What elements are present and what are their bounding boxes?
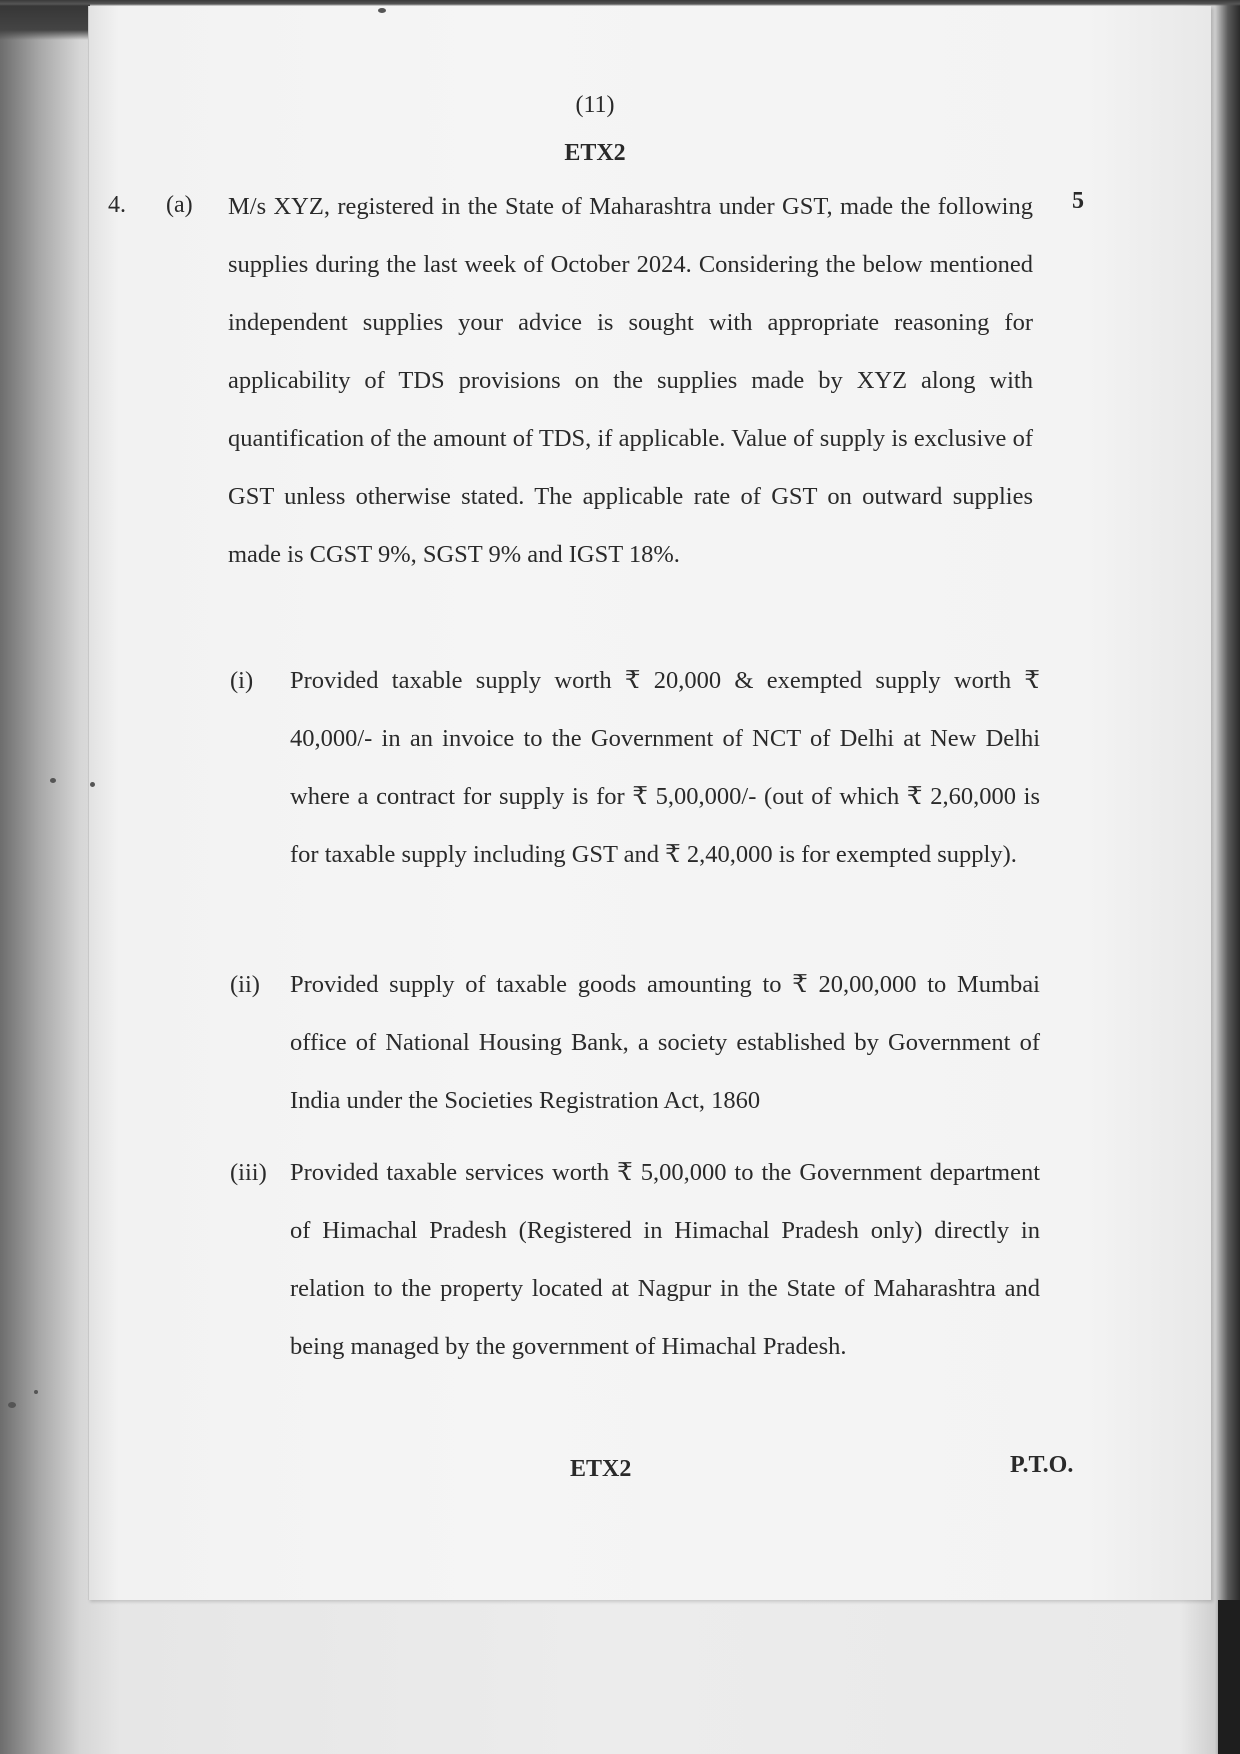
scan-corner-shadow	[0, 0, 90, 40]
question-part-label: (a)	[166, 192, 193, 218]
scan-right-edge	[1218, 1600, 1240, 1754]
scan-speck	[90, 782, 95, 787]
item-text: Provided supply of taxable goods amounting to ₹ 20,00,000 to Mumbai office of National Housing Bank, a society established by Government of India under the Societies Registration Act, 1860	[290, 971, 1040, 1114]
item-label: (ii)	[230, 971, 260, 998]
paper-code-header: ETX2	[564, 140, 626, 166]
scan-speck	[8, 1402, 16, 1408]
question-intro: M/s XYZ, registered in the State of Maharashtra under GST, made the following supplies during the last week of October 2024. Considering the below mentioned independent supplies your advice is sought with appropriate reasoning for applicability of TDS provisions on the supplies made by XYZ along with quantification of the amount of TDS, if applicable. Value of supply is exclusive of GST unless otherwise stated. The applicable rate of GST on outward supplies made is CGST 9%, SGST 9% and IGST 18%.	[228, 193, 1033, 568]
question-marks: 5	[1072, 188, 1084, 214]
pto-label: P.T.O.	[1010, 1452, 1074, 1478]
item-label: (i)	[230, 667, 254, 694]
item-label: (iii)	[230, 1159, 267, 1186]
scan-speck	[378, 8, 386, 13]
question-number: 4.	[108, 192, 126, 218]
page-number: (11)	[575, 92, 615, 118]
item-text: Provided taxable supply worth ₹ 20,000 & exempted supply worth ₹ 40,000/- in an invoice to the Government of NCT of Delhi at New Delhi where a contract for supply is for ₹ 5,00,000/- (out of which ₹ 2,60,000 is for taxable supply including GST and ₹ 2,40,000 is for exempted supply).	[290, 667, 1040, 868]
scan-speck	[34, 1390, 38, 1394]
paper-code-footer: ETX2	[570, 1456, 632, 1482]
item-text: Provided taxable services worth ₹ 5,00,000 to the Government department of Himachal Pradesh (Registered in Himachal Pradesh only) directly in relation to the property located at Nagpur in the State of Maharashtra and being managed by the government of Himachal Pradesh.	[290, 1159, 1040, 1360]
scan-speck	[50, 778, 56, 783]
